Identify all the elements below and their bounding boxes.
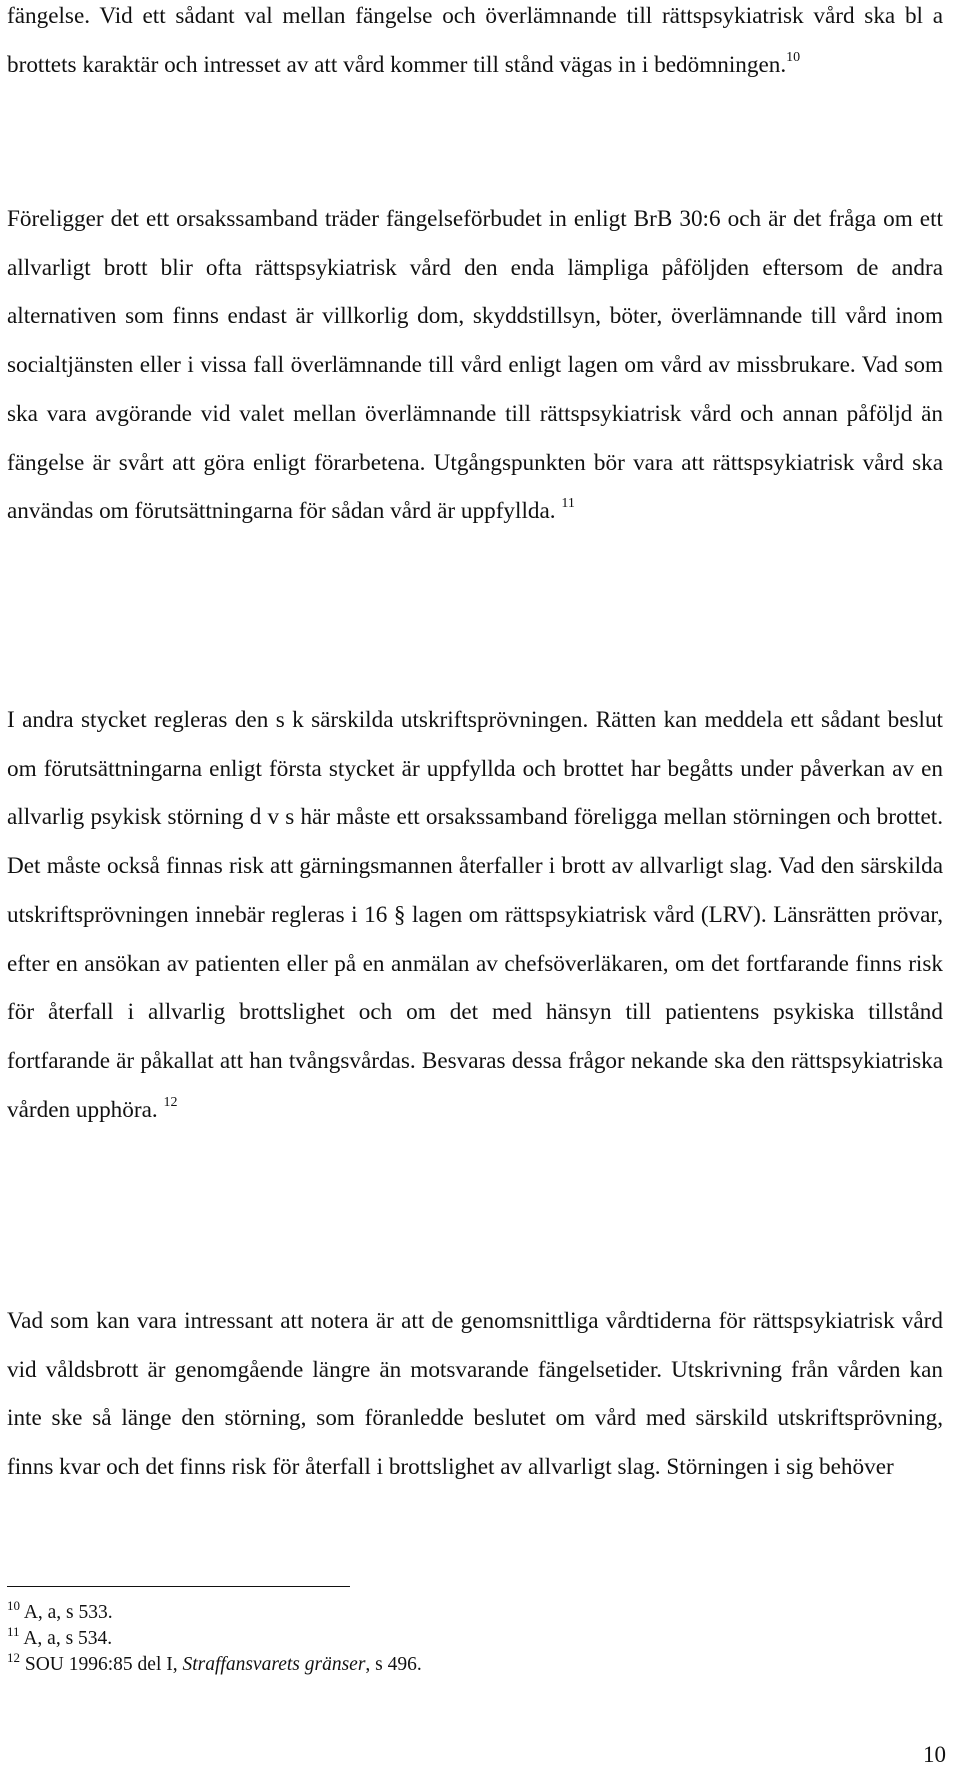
footnote-text: A, a, s 533. [23, 1602, 113, 1623]
footnote-text: A, a, s 534. [23, 1628, 113, 1649]
footnote-source-title: Straffansvarets gränser [182, 1654, 366, 1675]
body-paragraph [7, 195, 943, 536]
footnote-reference[interactable]: 10 [786, 49, 801, 65]
footnote-reference[interactable]: 12 [163, 1094, 178, 1110]
footnote-text: SOU 1996:85 del I, [24, 1654, 183, 1675]
footnote-separator [7, 1586, 350, 1587]
paragraph-text: fängelse. Vid ett sådant val mellan fängelse och överlämnande till rättspsykiatrisk vård ska bl a brottets karaktär och intresset av att vård kommer till stånd vägas in i bedömningen. [7, 3, 943, 78]
body-paragraph [7, 0, 943, 89]
footnote-number: 11 [7, 1623, 20, 1639]
paragraph-text: Vad som kan vara intressant att notera är att de genomsnittliga vårdtiderna för rättspsykiatrisk vård vid våldsbrott är genomgående längre än motsvarande fängelsetider. Utskrivning från vården kan inte ske så länge den störning, som föranledde beslutet om vård med särskild utskriftsprövning, finns kvar och det finns risk för återfall i brottslighet av allvarligt slag. Störningen i sig behöver [7, 1308, 943, 1481]
footnote [7, 1649, 807, 1678]
body-paragraph [7, 1297, 943, 1492]
footnote-reference[interactable]: 11 [561, 496, 575, 512]
footnote-number: 10 [7, 1597, 20, 1613]
paragraph-text: Föreligger det ett orsakssamband träder fängelseförbudet in enligt BrB 30:6 och är det fråga om ett allvarligt brott blir ofta rättspsykiatrisk vård den enda lämpliga påföljden eftersom de andra alternativen som finns endast är villkorlig dom, skyddstillsyn, böter, överlämnande till vård inom socialtjänsten eller i vissa fall överlämnande till vård enligt lagen om vård av missbrukare. Vad som ska vara avgörande vid valet mellan överlämnande till rättspsykiatrisk vård och annan påföljd än fängelse är svårt att göra enligt förarbetena. Utgångspunkten bör vara att rättspsykiatrisk vård ska användas om förutsättningarna för sådan vård är uppfyllda. [7, 206, 943, 525]
page-number: 10 [923, 1742, 946, 1767]
footnotes [7, 1597, 807, 1678]
footnote [7, 1623, 807, 1652]
footnote [7, 1597, 807, 1626]
body-paragraph [7, 696, 943, 1134]
paragraph-text: I andra stycket regleras den s k särskilda utskriftsprövningen. Rätten kan meddela ett sådant beslut om förutsättningarna enligt första stycket är uppfyllda och brottet har begåtts under påverkan av en allvarlig psykisk störning d v s här måste ett orsakssamband föreligga mellan störningen och brottet. Det måste också finnas risk att gärningsmannen återfaller i brott av allvarligt slag. Vad den särskilda utskriftsprövningen innebär regleras i 16 § lagen om rättspsykiatrisk vård (LRV). Länsrätten prövar, efter en ansökan av patienten eller på en anmälan av chefsöverläkaren, om det fortfarande finns risk för återfall i allvarlig brottslighet och om det med hänsyn till patientens psykiska tillstånd fortfarande är påkallat att han tvångsvårdas. Besvaras dessa frågor nekande ska den rättspsykiatriska vården upphöra. [7, 707, 943, 1123]
footnote-number: 12 [7, 1649, 20, 1665]
footnote-text: , s 496. [365, 1654, 422, 1675]
